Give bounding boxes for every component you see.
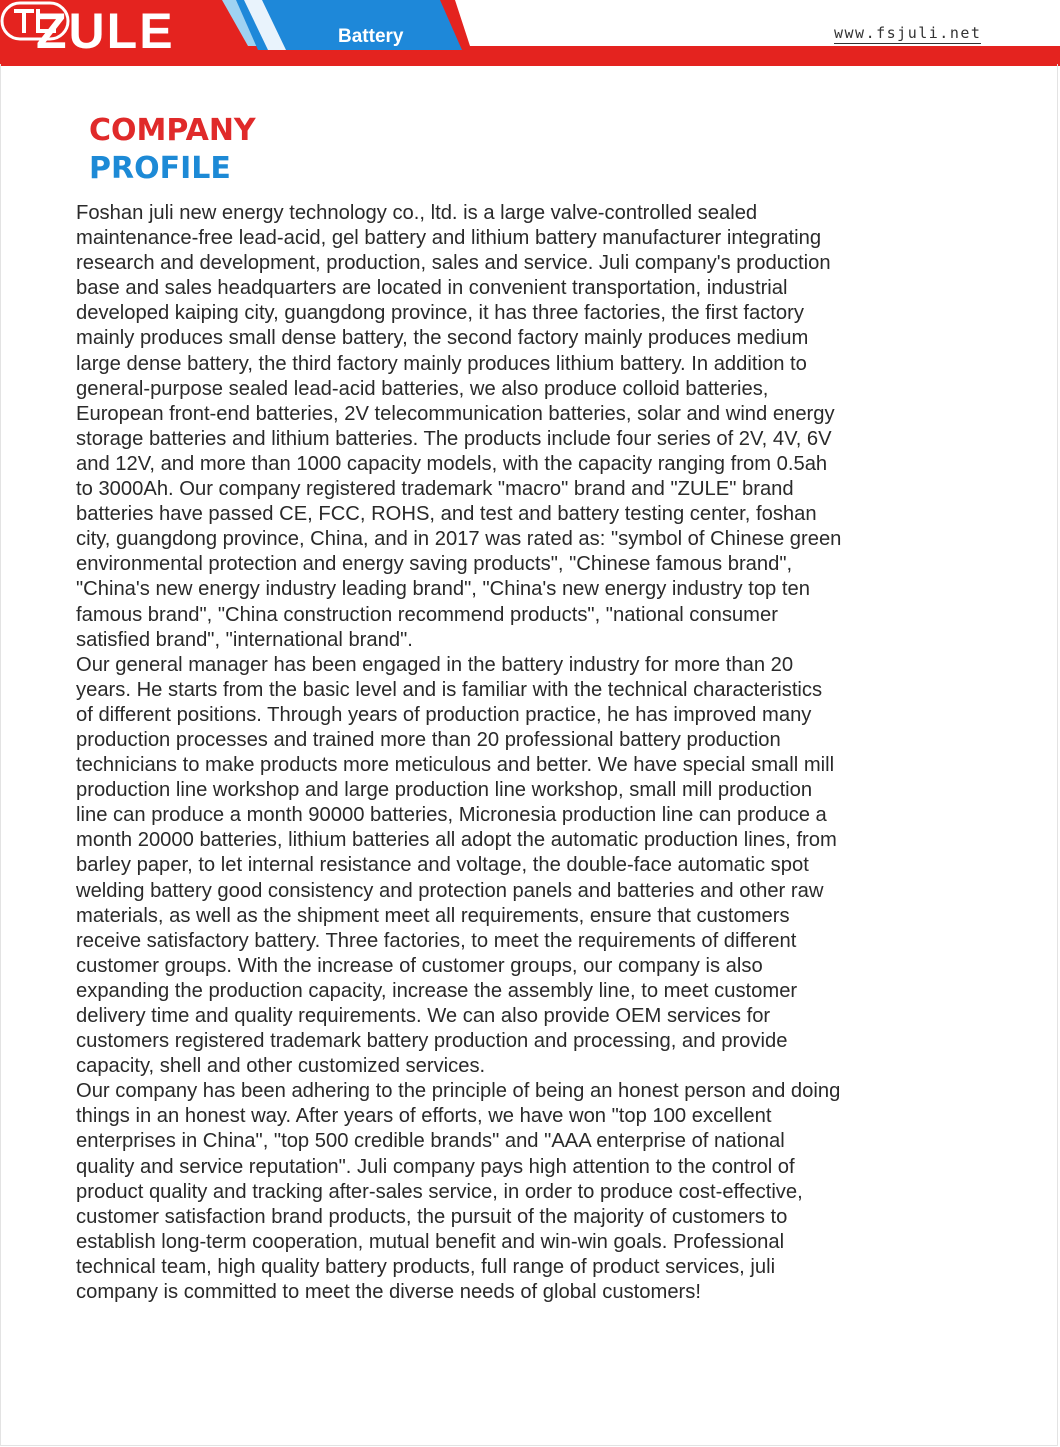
logo-label: Battery: [338, 26, 404, 47]
profile-paragraph: [76, 653, 1016, 1080]
brand-logo-icon: [0, 0, 70, 42]
paragraph-line: barley paper, to let internal resistance and voltage, the double-face automatic spot: [76, 854, 809, 877]
paragraph-line: product quality and tracking after-sales service, in order to produce cost-effective,: [76, 1180, 803, 1203]
paragraph-line: Foshan juli new energy technology co., ltd. is a large valve-controlled sealed: [76, 202, 758, 224]
paragraph-line: mainly produces small dense battery, the second factory mainly produces medium: [76, 327, 809, 350]
paragraph-line: customer satisfaction brand products, the pursuit of the majority of customers to: [76, 1205, 788, 1228]
paragraph-line: production line workshop and large production line workshop, small mill production: [76, 779, 813, 802]
paragraph-line: of different positions. Through years of production practice, he has improved many: [76, 703, 812, 726]
paragraph-line: expanding the production capacity, increase the assembly line, to meet customer: [76, 979, 798, 1002]
paragraph-line: "China's new energy industry leading brand", "China's new energy industry top ten: [76, 578, 810, 601]
title-line-company: COMPANY: [89, 113, 256, 148]
paragraph-line: developed kaiping city, guangdong province, it has three factories, the first factory: [76, 302, 804, 325]
paragraph-line: general-purpose sealed lead-acid batteries, we also produce colloid batteries,: [76, 377, 769, 400]
paragraph-line: European front-end batteries, 2V telecommunication batteries, solar and wind energy: [76, 402, 835, 425]
paragraph-line: receive satisfactory battery. Three factories, to meet the requirements of different: [76, 929, 797, 952]
paragraph-line: environmental protection and energy saving products", "Chinese famous brand",: [76, 553, 793, 576]
paragraph-line: materials, as well as the shipment meet all requirements, ensure that customers: [76, 904, 790, 927]
paragraph-line: things in an honest way. After years of efforts, we have won "top 100 excellent: [76, 1105, 772, 1128]
header-banner: [0, 0, 1060, 66]
paragraph-line: maintenance-free lead-acid, gel battery and lithium battery manufacturer integrating: [76, 227, 822, 250]
paragraph-line: delivery time and quality requirements. We can also provide OEM services for: [76, 1005, 771, 1027]
paragraph-line: Our general manager has been engaged in the battery industry for more than 20: [76, 653, 794, 676]
paragraph-line: company is committed to meet the diverse needs of global customers!: [76, 1281, 701, 1304]
paragraph-line: satisfied brand", "international brand".: [76, 628, 413, 651]
paragraph-line: and 12V, and more than 1000 capacity models, with the capacity ranging from 0.5ah: [76, 452, 828, 475]
paragraph-line: storage batteries and lithium batteries. The products include four series of 2V, 4V, 6V: [76, 427, 832, 450]
paragraph-line: famous brand", "China construction recommend products", "national consumer: [76, 603, 778, 626]
paragraph-line: technicians to make products more meticulous and better. We have special small mill: [76, 754, 835, 777]
profile-body: [76, 201, 1016, 1305]
paragraph-line: capacity, shell and other customized services.: [76, 1055, 486, 1078]
paragraph-line: large dense battery, the third factory mainly produces lithium battery. In addition to: [76, 352, 807, 375]
paragraph-line: enterprises in China", "top 500 credible brands" and "AAA enterprise of national: [76, 1130, 785, 1153]
paragraph-line: to 3000Ah. Our company registered trademark "macro" brand and "ZULE" brand: [76, 478, 794, 501]
profile-paragraph: [76, 201, 1016, 653]
title-line-profile: PROFILE: [89, 151, 231, 186]
website-link[interactable]: www.fsjuli.net: [834, 24, 982, 42]
paragraph-line: base and sales headquarters are located in convenient transportation, industrial: [76, 277, 788, 300]
paragraph-line: quality and service reputation". Juli company pays high attention to the control of: [76, 1155, 795, 1178]
paragraph-line: production processes and trained more than 20 professional battery production: [76, 728, 781, 751]
paragraph-line: batteries have passed CE, FCC, ROHS, and test and battery testing center, foshan: [76, 503, 817, 526]
paragraph-line: customers registered trademark battery production and processing, and provide: [76, 1030, 788, 1053]
paragraph-line: city, guangdong province, China, and in 2017 was rated as: "symbol of Chinese green: [76, 528, 842, 551]
paragraph-line: Our company has been adhering to the principle of being an honest person and doing: [76, 1080, 841, 1103]
paragraph-line: years. He starts from the basic level and is familiar with the technical characteristics: [76, 678, 823, 701]
paragraph-line: line can produce a month 90000 batteries, Micronesia production line can produce a: [76, 804, 827, 827]
page-title: [89, 112, 256, 188]
profile-paragraph: [76, 1079, 1016, 1305]
paragraph-line: welding battery good consistency and protection panels and batteries and other raw: [76, 879, 824, 902]
paragraph-line: technical team, high quality battery products, full range of product services, juli: [76, 1255, 776, 1278]
paragraph-line: customer groups. With the increase of customer groups, our company is also: [76, 954, 763, 977]
brand-name: ZULE: [36, 3, 175, 59]
paragraph-line: month 20000 batteries, lithium batteries all adopt the automatic production lines, from: [76, 829, 837, 852]
paragraph-line: establish long-term cooperation, mutual benefit and win-win goals. Professional: [76, 1230, 785, 1253]
paragraph-line: research and development, production, sales and service. Juli company's production: [76, 252, 831, 275]
